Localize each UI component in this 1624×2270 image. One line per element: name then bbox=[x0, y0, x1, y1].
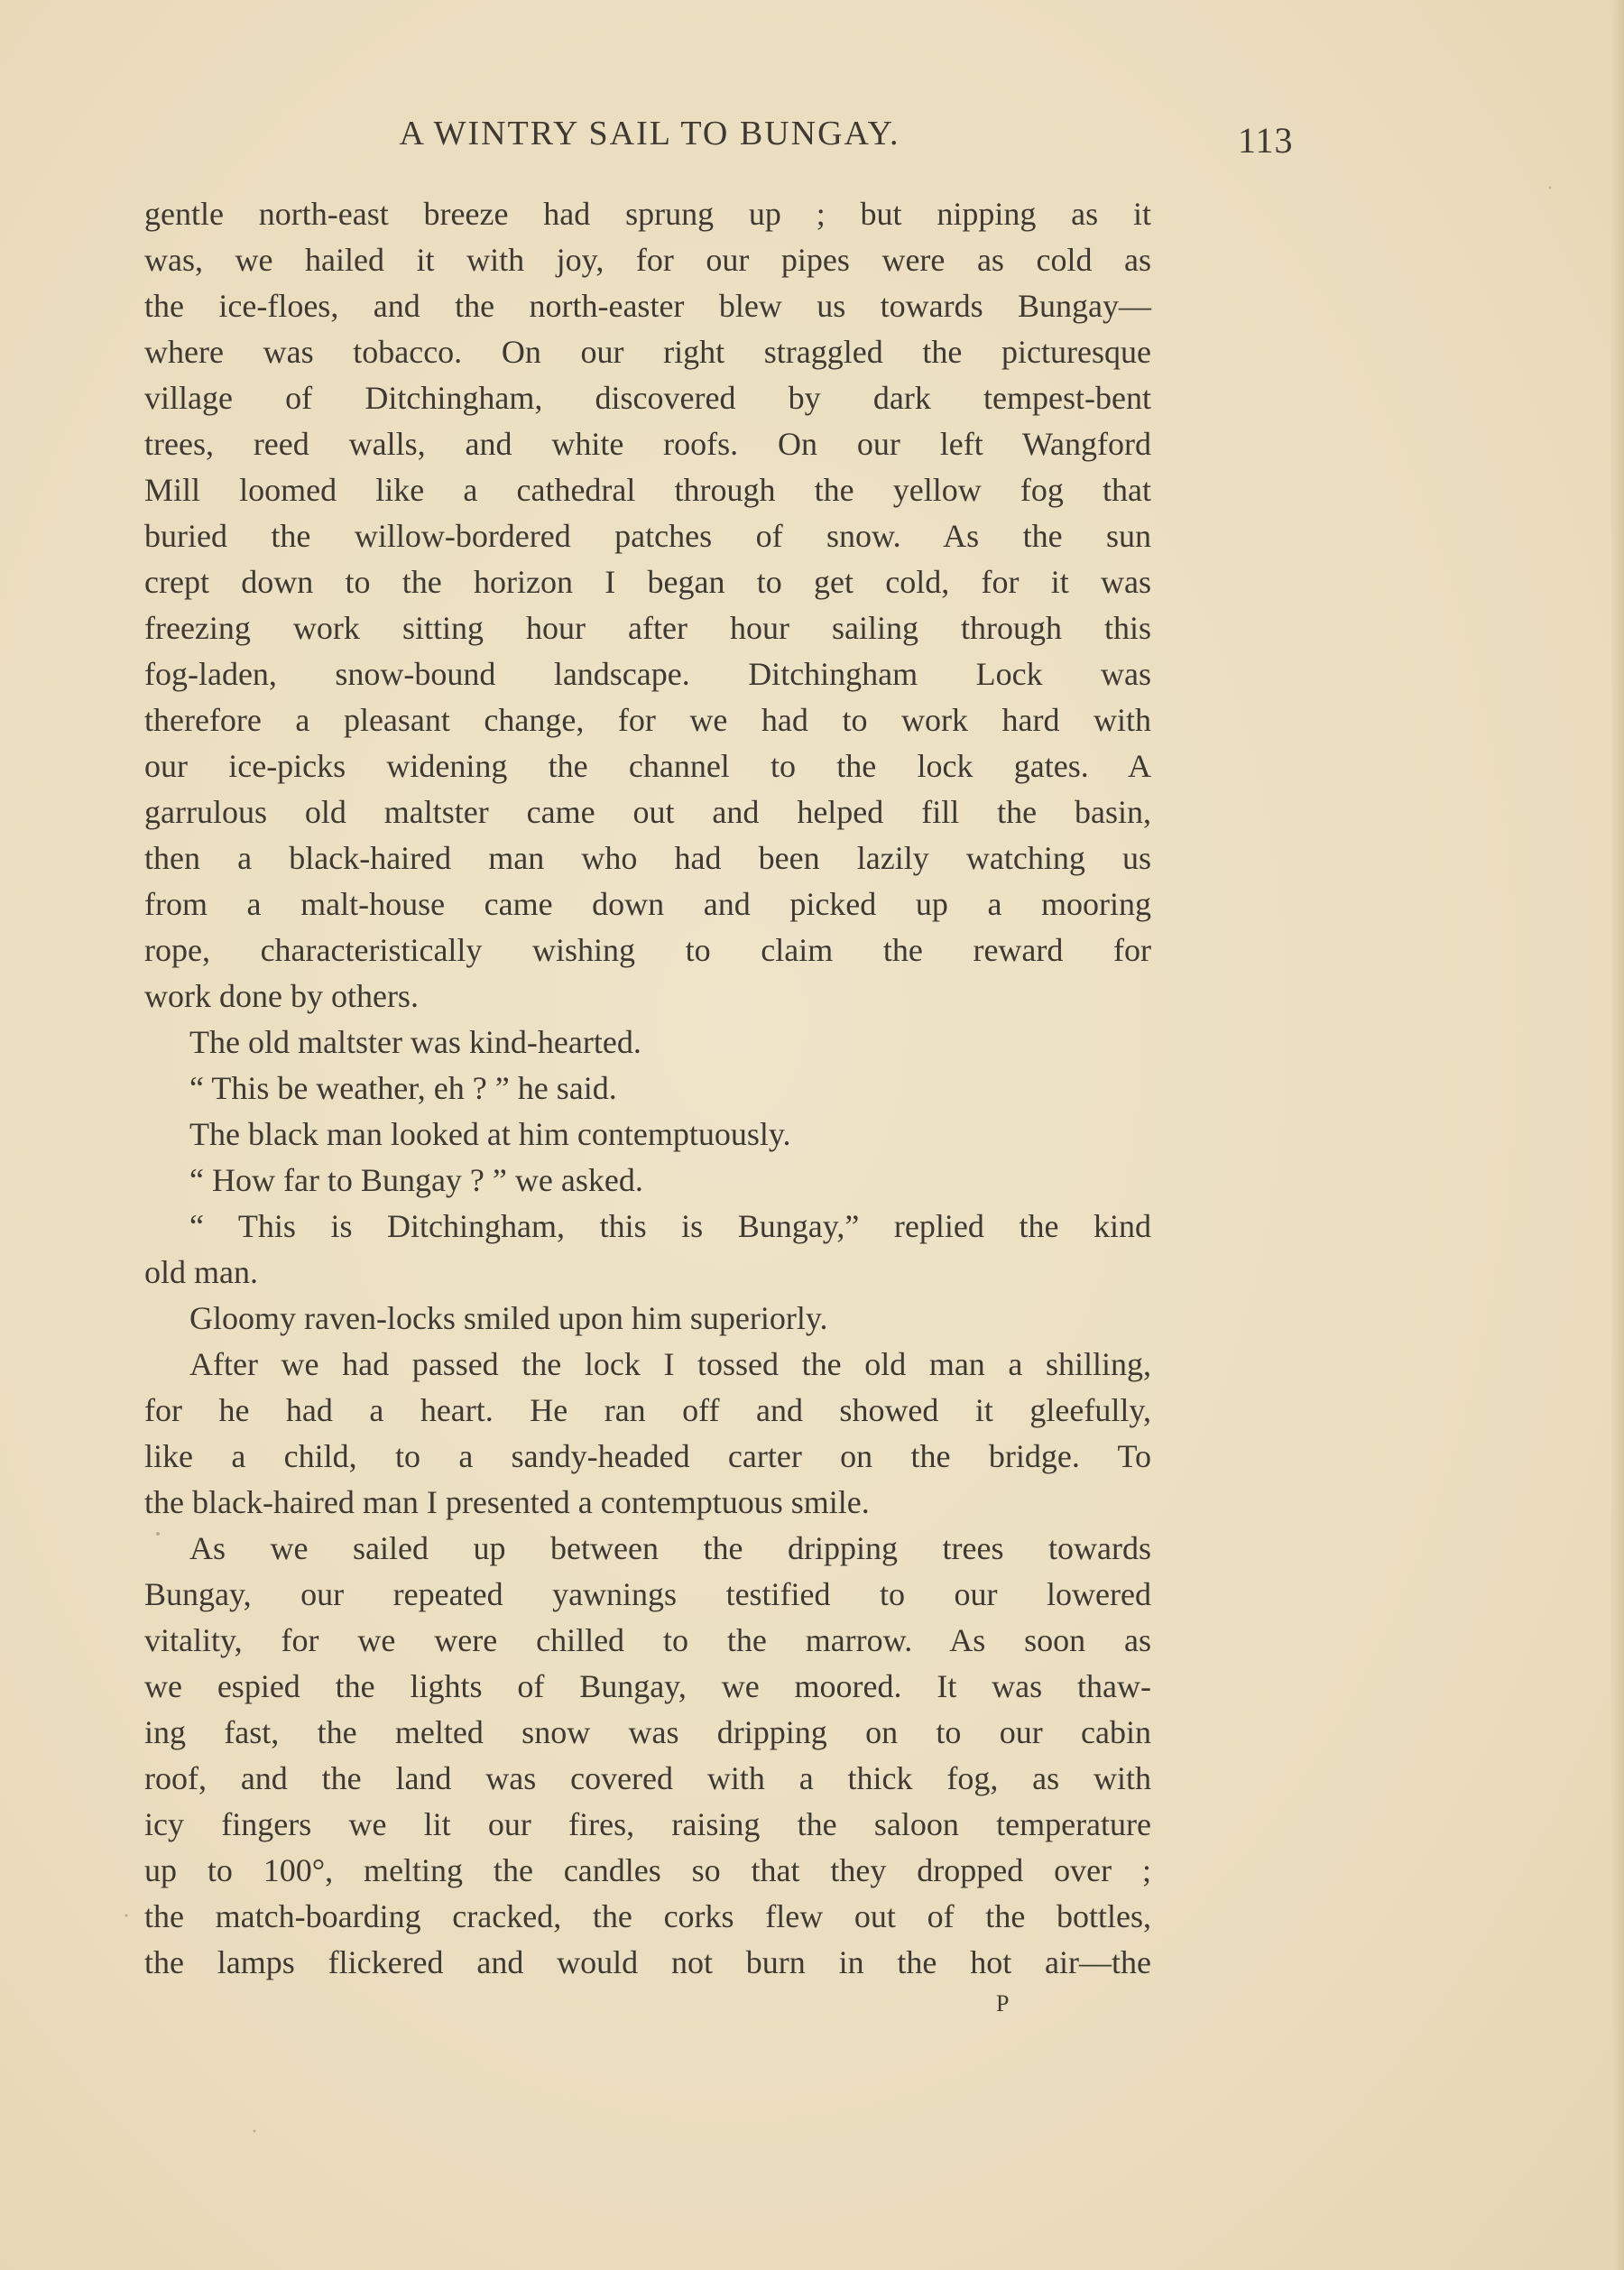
text-line: the black-haired man I presented a contemptuous smile. bbox=[144, 1484, 870, 1520]
text-line: from a malt-house came down and picked up a mooring bbox=[144, 886, 1151, 922]
text-line: Gloomy raven-locks smiled upon him superiorly. bbox=[189, 1300, 828, 1336]
text-line: where was tobacco. On our right straggled the picturesque bbox=[144, 334, 1151, 370]
running-head bbox=[144, 106, 1294, 161]
text-line: old man. bbox=[144, 1254, 258, 1290]
text-line: After we had passed the lock I tossed the old man a shilling, bbox=[189, 1346, 1151, 1382]
text-line: therefore a pleasant change, for we had to work hard with bbox=[144, 702, 1151, 738]
text-line: was, we hailed it with joy, for our pipes were as cold as bbox=[144, 242, 1151, 278]
text-line: fog-laden, snow-bound landscape. Ditchingham Lock was bbox=[144, 656, 1151, 692]
text-line: The old maltster was kind-hearted. bbox=[189, 1024, 641, 1060]
text-line: our ice-picks widening the channel to the lock gates. A bbox=[144, 748, 1151, 784]
text-line: the match-boarding cracked, the corks flew out of the bottles, bbox=[144, 1898, 1151, 1934]
text-line: Mill loomed like a cathedral through the yellow fog that bbox=[144, 472, 1151, 508]
text-line: The black man looked at him contemptuously. bbox=[189, 1116, 791, 1152]
text-line: like a child, to a sandy-headed carter on the bridge. To bbox=[144, 1438, 1151, 1474]
text-line: the ice-floes, and the north-easter blew us towards Bungay— bbox=[144, 288, 1151, 324]
text-line: icy fingers we lit our fires, raising the saloon temperature bbox=[144, 1806, 1151, 1842]
text-line: for he had a heart. He ran off and showed it gleefully, bbox=[144, 1392, 1151, 1428]
text-line: garrulous old maltster came out and helped fill the basin, bbox=[144, 794, 1151, 830]
text-line: village of Ditchingham, discovered by dark tempest-bent bbox=[144, 380, 1151, 416]
text-line: crept down to the horizon I began to get cold, for it was bbox=[144, 564, 1151, 600]
text-line: freezing work sitting hour after hour sailing through this bbox=[144, 610, 1151, 646]
text-line: work done by others. bbox=[144, 978, 419, 1014]
page-number: 113 bbox=[1238, 120, 1294, 161]
text-line: “ How far to Bungay ? ” we asked. bbox=[189, 1162, 643, 1198]
text-line: the lamps flickered and would not burn in the hot air—the bbox=[144, 1944, 1151, 1980]
text-line: up to 100°, melting the candles so that they dropped over ; bbox=[144, 1852, 1151, 1888]
text-line: buried the willow-bordered patches of snow. As the sun bbox=[144, 518, 1151, 554]
signature-mark: P bbox=[996, 1990, 1010, 2016]
text-line: roof, and the land was covered with a thick fog, as with bbox=[144, 1760, 1151, 1796]
body-text bbox=[144, 191, 1151, 1986]
text-line: “ This be weather, eh ? ” he said. bbox=[189, 1070, 617, 1106]
text-line: vitality, for we were chilled to the marrow. As soon as bbox=[144, 1622, 1151, 1658]
text-line: rope, characteristically wishing to claim the reward for bbox=[144, 932, 1151, 968]
running-title: A WINTRY SAIL TO BUNGAY. bbox=[399, 115, 900, 152]
text-line: ing fast, the melted snow was dripping on to our cabin bbox=[144, 1714, 1151, 1750]
text-line: then a black-haired man who had been lazily watching us bbox=[144, 840, 1151, 876]
text-line: gentle north-east breeze had sprung up ; but nipping as it bbox=[144, 196, 1151, 232]
text-line: trees, reed walls, and white roofs. On our left Wangford bbox=[144, 426, 1151, 462]
text-line: Bungay, our repeated yawnings testified to our lowered bbox=[144, 1576, 1151, 1612]
text-line: As we sailed up between the dripping trees towards bbox=[189, 1530, 1151, 1566]
text-line: we espied the lights of Bungay, we moored. It was thaw- bbox=[144, 1668, 1151, 1704]
text-line: “ This is Ditchingham, this is Bungay,” replied the kind bbox=[189, 1208, 1151, 1244]
